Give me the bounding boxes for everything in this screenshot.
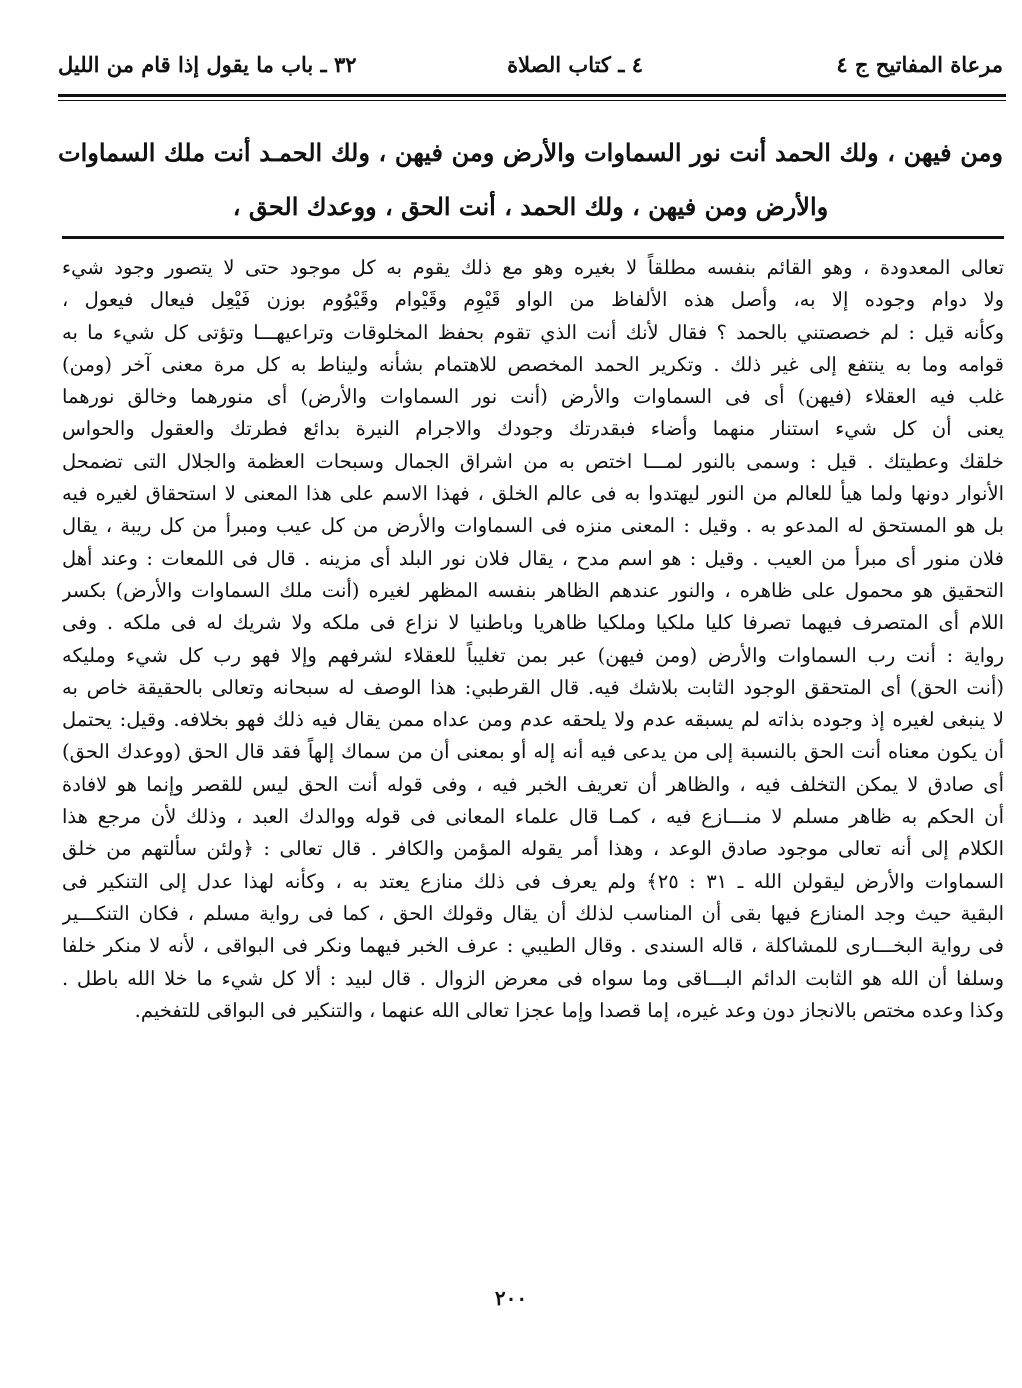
commentary-line: الأنوار دونها ولما هيأ للعالم من النور ليهتدوا به فى عالم الخلق ، فهذا الاسم على هذا المعنى لا استحقاق لغيره فيه <box>62 482 1004 506</box>
commentary-line: رواية : أنت رب السماوات والأرض (ومن فيهن) عبر بمن تغليباً للعقلاء لشرفهم وإلا فهو رب كل شيء ومليكه <box>62 643 1004 667</box>
commentary-line: قوامه وما به ينتفع إلى غير ذلك . وتكرير الحمد المخصص للاهتمام بشأنه وليناط به كل مرة معنى آخر (ومن) <box>62 352 1004 376</box>
page-number: ٢٠٠ <box>494 1286 528 1310</box>
commentary-line: فلان منور أى مبرأ من العيب . وقيل : هو اسم مدح ، يقال فلان نور البلد أى مزينه . قال فى اللمعات : وعند أهل <box>62 546 1004 570</box>
commentary-line: وسلفا أن الله هو الثابت الدائم البـــاقى وما سواه فى معرض الزوال . قال لبيد : ألا كل شيء ما خلا الله باطل . <box>62 966 1004 990</box>
header-section: ٣٢ ـ باب ما يقول إذا قام من الليل <box>58 52 357 77</box>
commentary-line: فى رواية البخـــارى للمشاكلة ، قاله السندى . وقال الطيبي : عرف الخبر فيهما ونكر فى البواقى ، لأنه لا منكر خلفا <box>62 934 1004 958</box>
commentary-line: أن يكون معناه أنت الحق بالنسبة إلى من يدعى فيه أنه إله أو بمعنى أن من سماك إلهاً فقد قال الحق (ووعدك الحق) <box>62 740 1004 764</box>
hadith-separator-rule <box>62 236 1004 239</box>
commentary-line: الكلام إلى أنه تعالى موجود صادق الوعد ، وهذا أمر يقوله المؤمن والكافر . قال تعالى : ﴿ولئن سألتهم من خلق <box>62 837 1004 861</box>
header-rule <box>58 94 1006 97</box>
commentary-body <box>62 252 1004 1027</box>
commentary-line: البقية حيث وجد المنازع فيها بقى أن المناسب لذلك أن يقال وقولك الحق ، كما فى رواية مسلم ، فكان التنكـــير <box>62 901 1004 925</box>
commentary-line: بل هو المستحق له المدعو به . وقيل : المعنى منزه فى السماوات والأرض من كل عيب ومبرأ من كل ريبة ، يقال <box>62 514 1004 538</box>
hadith-text-line-2: والأرض ومن فيهن ، ولك الحمد ، أنت الحق ، ووعدك الحق ، <box>232 192 829 221</box>
commentary-line: أن الحكم به ظاهر مسلم لا منـــازع فيه ، كمـا قال علماء المعانى فى قوله ووالدك العبد ، وذلك لأن مرجع هذا <box>62 805 1004 829</box>
commentary-line: السماوات والأرض ليقولن الله ـ ٣١ : ٢٥﴾ ولم يعرف فى ذلك منازع يعتد به ، وكأنه لهذا عدل إلى التنكير فى <box>62 869 1004 893</box>
commentary-line: خلقك وعطيتك . قيل : وسمى بالنور لمـــا اختص به من اشراق الجمال وسبحات العظمة والجلال التى تضمحل <box>62 449 1004 473</box>
running-header <box>58 52 1003 86</box>
hadith-text-line-1: ومن فيهن ، ولك الحمد أنت نور السماوات والأرض ومن فيهن ، ولك الحمـد أنت ملك السماوات <box>58 138 1003 167</box>
commentary-line: غلب فيه العقلاء (فيهن) أى فى السماوات والأرض (أنت نور السماوات والأرض) أى منورهما وخالق نورهما <box>62 385 1004 409</box>
header-chapter: ٤ ـ كتاب الصلاة <box>507 52 643 77</box>
commentary-line: وكأنه قيل : لم خصصتني بالحمد ؟ فقال لأنك أنت الذي تقوم بحفظ المخلوقات وتراعيهـــا وتؤتى كل شيء ما به <box>62 320 1004 344</box>
commentary-line: يعنى أن كل شيء استنار منهما وأضاء فبقدرتك وجودك والاجرام النيرة بدائع فطرتك والعقول والحواس <box>62 417 1004 441</box>
commentary-line: التحقيق هو محمول على ظاهره ، والنور عندهم الظاهر بنفسه المظهر لغيره (أنت ملك السماوات والأرض) بكسر <box>62 578 1004 602</box>
commentary-line: وكذا وعده مختص بالانجاز دون وعد غيره، إما قصدا وإما عجزا تعالى الله عنهما ، والتنكير فى البواقى للتفخيم. <box>134 998 1004 1022</box>
header-rule-thin <box>58 100 1006 101</box>
commentary-line: ولا دوام وجوده إلا به، وأصل هذه الألفاظ من الواو قَيْوِم وقَيْوام وقَيْوُوم بوزن فَيْعِل فيعال فيعول ، <box>62 288 1004 312</box>
header-book-title: مرعاة المفاتيح ج ٤ <box>836 52 1003 77</box>
commentary-line: اللام أى المتصرف فيهما تصرفا كليا ملكيا وملكيا ظاهريا وباطنيا لا نزاع فى ملكه ولا شريك له فى ملكه . وفى <box>62 611 1004 635</box>
commentary-line: (أنت الحق) أى المتحقق الوجود الثابت بلاشك فيه. قال القرطبي: هذا الوصف له سبحانه وتعالى بالحقيقة خاص به <box>62 675 1004 699</box>
commentary-line: أى صادق لا يمكن التخلف فيه ، والظاهر أن تعريف الخبر فيه ، وفى قوله أنت الحق ليس للقصر وإنما هو لافادة <box>62 772 1004 796</box>
commentary-line: لا ينبغى لغيره إذ وجوده بذاته لم يسبقه عدم ولا يلحقه عدم ومن عداه ممن يقال فيه ذلك فهو بخلافه. وقيل: يحتمل <box>62 708 1004 732</box>
commentary-line: تعالى المعدودة ، وهو القائم بنفسه مطلقاً لا بغيره وهو مع ذلك يقوم به كل موجود حتى لا يتصور وجود شيء <box>62 256 1004 279</box>
